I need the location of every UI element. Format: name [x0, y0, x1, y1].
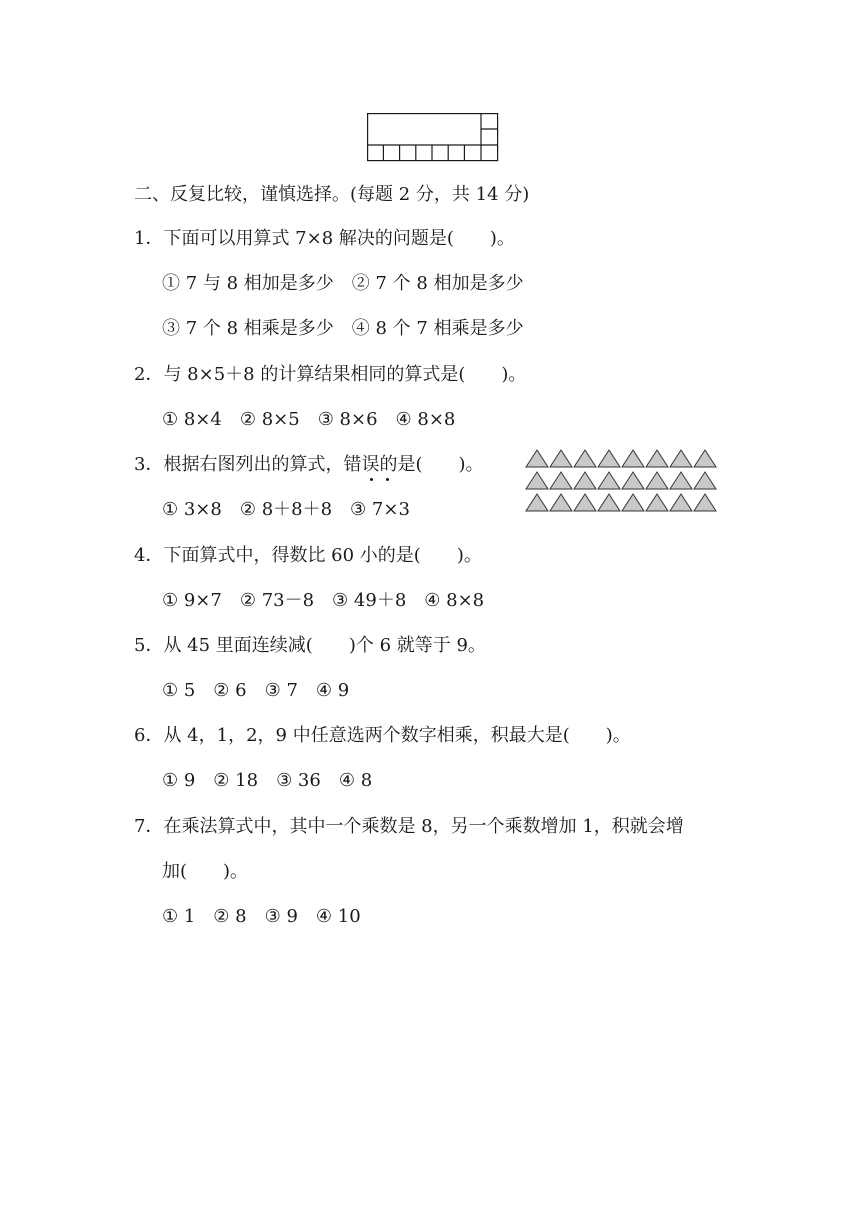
- triangle-shape: [598, 450, 620, 467]
- triangle-shape: [526, 472, 548, 489]
- triangle-shape: [622, 494, 644, 511]
- question-7-options: ① 1 ② 8 ③ 9 ④ 10: [162, 906, 361, 927]
- triangle-shape: [550, 472, 572, 489]
- triangle-shape: [550, 494, 572, 511]
- triangle-shape: [694, 450, 716, 467]
- triangle-shape: [574, 494, 596, 511]
- triangle-shape: [550, 450, 572, 467]
- question-1-options-a: ① 7 与 8 相加是多少 ② 7 个 8 相加是多少: [162, 273, 524, 294]
- question-1-stem: 1．下面可以用算式 7×8 解决的问题是( )。: [134, 228, 515, 249]
- question-2-options: ① 8×4 ② 8×5 ③ 8×6 ④ 8×8: [162, 409, 456, 430]
- triangle-shape: [670, 472, 692, 489]
- triangle-shape: [646, 450, 668, 467]
- triangle-shape: [646, 472, 668, 489]
- triangle-shape: [574, 472, 596, 489]
- question-5-stem: 5．从 45 里面连续减( )个 6 就等于 9。: [134, 635, 486, 656]
- triangle-shape: [694, 494, 716, 511]
- triangle-shape: [670, 450, 692, 467]
- question-4-stem: 4．下面算式中，得数比 60 小的是( )。: [134, 545, 482, 566]
- triangle-shape: [622, 472, 644, 489]
- emphasis-dot: [370, 478, 373, 481]
- question-2-stem: 2．与 8×5＋8 的计算结果相同的算式是( )。: [134, 364, 527, 385]
- triangle-array-figure: [525, 448, 717, 514]
- triangle-shape: [646, 494, 668, 511]
- triangle-shape: [598, 472, 620, 489]
- question-6-options: ① 9 ② 18 ③ 36 ④ 8: [162, 770, 373, 791]
- emphasis-dot: [386, 478, 389, 481]
- rectangle-grid-figure: [367, 113, 499, 163]
- triangle-shape: [574, 450, 596, 467]
- triangle-shape: [694, 472, 716, 489]
- question-3-stem: 3．根据右图列出的算式，错误的是( )。: [134, 454, 484, 475]
- triangle-shape: [598, 494, 620, 511]
- question-3-options: ① 3×8 ② 8＋8＋8 ③ 7×3: [162, 499, 410, 520]
- question-4-options: ① 9×7 ② 73－8 ③ 49＋8 ④ 8×8: [162, 590, 485, 611]
- question-7-stem-continued: 加( )。: [162, 861, 249, 882]
- question-6-stem: 6．从 4，1，2，9 中任意选两个数字相乘，积最大是( )。: [134, 725, 631, 746]
- triangle-shape: [670, 494, 692, 511]
- question-5-options: ① 5 ② 6 ③ 7 ④ 9: [162, 680, 350, 701]
- triangle-shape: [526, 450, 548, 467]
- question-1-options-b: ③ 7 个 8 相乘是多少 ④ 8 个 7 相乘是多少: [162, 318, 524, 339]
- question-7-stem: 7．在乘法算式中，其中一个乘数是 8，另一个乘数增加 1，积就会增: [134, 816, 684, 837]
- section-heading: 二、反复比较，谨慎选择。(每题 2 分，共 14 分): [134, 184, 530, 205]
- triangle-shape: [622, 450, 644, 467]
- triangle-shape: [526, 494, 548, 511]
